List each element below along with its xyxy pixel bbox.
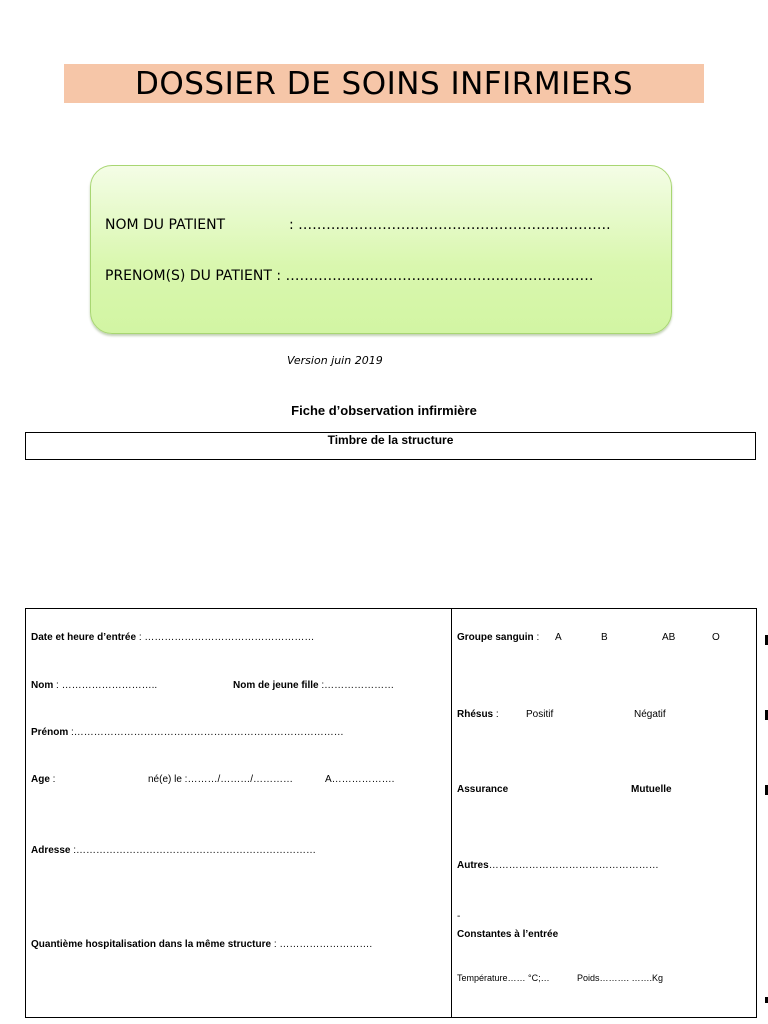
patient-firstname-line [105,268,594,284]
blood-group-ab: AB [662,632,676,643]
structure-stamp-label: Timbre de la structure [327,433,454,447]
document-title-bar [64,64,704,103]
age-field: Age : [31,774,56,785]
mutual-label: Mutuelle [631,784,672,795]
hospitalisation-count-field: Quantième hospitalisation dans la même structure : ………………………. [31,939,373,950]
blood-group-o: O [712,632,720,643]
rhesus-negative: Négatif [634,709,666,720]
version-note: Version juin 2019 [287,354,383,367]
entry-vitals-label: Constantes à l’entrée [457,929,559,940]
rhesus-positive: Positif [526,709,554,720]
admission-form [25,608,757,1018]
first-name-field: Prénom :……………………………………………………………………… [31,727,344,738]
maiden-name-field: Nom de jeune fille :………………… [233,680,395,691]
patient-name-line [105,217,611,233]
last-name-field: Nom : ……………………….. [31,680,158,691]
blood-group-field: Groupe sanguin : [457,632,540,643]
blood-group-b: B [601,632,608,643]
birth-date-field: né(e) le :………/………/………… [148,774,294,785]
document-title: DOSSIER DE SOINS INFIRMIERS [134,65,634,102]
patient-firstname-label: PRENOM(S) DU PATIENT : [105,268,286,284]
fiche-title: Fiche d’observation infirmière [291,403,477,418]
insurance-label: Assurance [457,784,509,795]
birth-place-field: A………………. [325,774,395,785]
blood-group-a: A [555,632,562,643]
patient-firstname-field: ………………………………………………………… [285,268,594,284]
dash-marker: - [457,911,461,922]
address-field: Adresse :……………………………………………………………… [31,845,317,856]
rhesus-field: Rhésus : [457,709,499,720]
patient-identity-card [90,165,672,334]
entry-date-field: Date et heure d’entrée : …………………………………………… [31,632,315,643]
structure-stamp-box [25,432,756,460]
temperature-field: Température…… °C;… [457,973,550,983]
other-field: Autres…………………………………………… [457,860,659,871]
patient-name-field: : …………………………………………………………. [289,217,611,233]
weight-field: Poids………. …….Kg [577,973,664,983]
patient-name-label: NOM DU PATIENT [105,217,226,233]
column-divider [451,609,452,1017]
